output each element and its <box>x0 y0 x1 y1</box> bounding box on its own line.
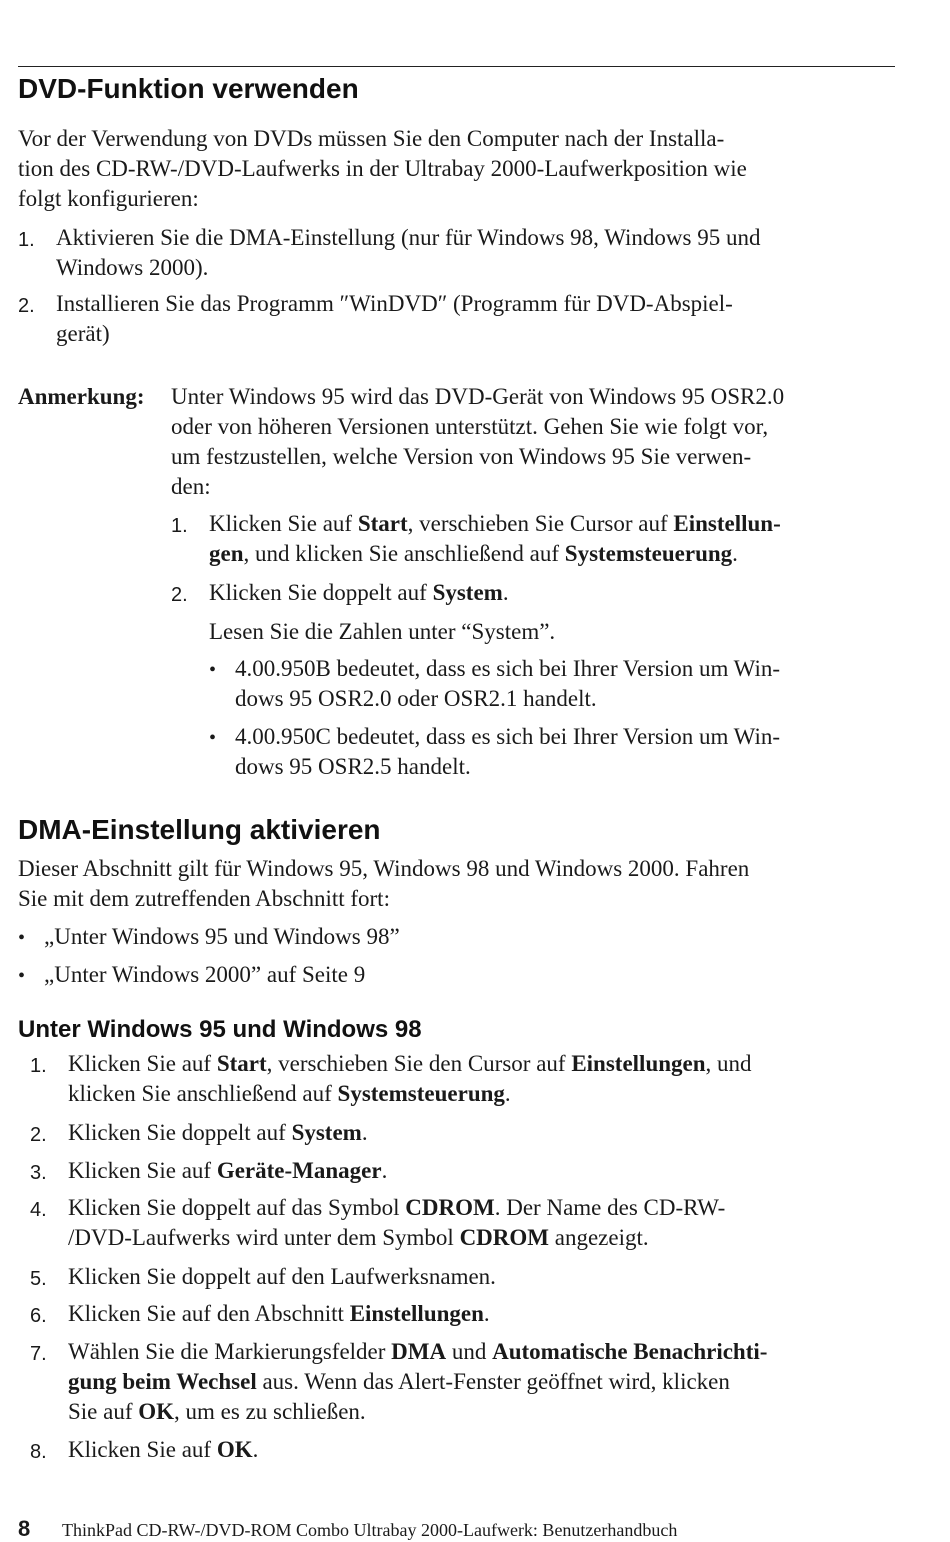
text: , und <box>705 1051 752 1076</box>
ui-term: Start <box>216 1051 267 1076</box>
text: . <box>504 1081 511 1106</box>
text: Klicken Sie doppelt auf das Symbol <box>68 1195 406 1220</box>
text: Klicken Sie auf <box>68 1051 217 1076</box>
ui-term: DMA <box>391 1339 447 1364</box>
ui-term: gen <box>209 541 244 566</box>
text: . <box>252 1437 259 1462</box>
ui-term: Start <box>357 511 408 536</box>
text: angezeigt. <box>549 1225 649 1250</box>
ui-term: Einstellungen <box>571 1051 706 1076</box>
intro-line: folgt konfigurieren: <box>18 186 199 211</box>
step-text: Aktivieren Sie die DMA-Einstellung (nur für Windows 98, Windows 95 und <box>56 225 761 250</box>
section-title-dvd: DVD-Funktion verwenden <box>18 73 359 104</box>
intro-line: Vor der Verwendung von DVDs müssen Sie den Computer nach der Installa- <box>18 126 725 151</box>
ui-term: Systemsteuerung <box>337 1081 505 1106</box>
section-title-dma: DMA-Einstellung aktivieren <box>18 814 381 845</box>
note-line: um festzustellen, welche Version von Windows 95 Sie verwen- <box>171 444 752 469</box>
step-number: 6. <box>30 1305 47 1327</box>
text: , verschieben Sie Cursor auf <box>407 511 674 536</box>
ui-term: OK <box>138 1399 175 1424</box>
footer-title: ThinkPad CD-RW-/DVD-ROM Combo Ultrabay 2000-Laufwerk: Benutzerhandbuch <box>62 1520 678 1540</box>
step-number: 1. <box>171 515 188 537</box>
section2-intro <box>18 854 749 914</box>
ui-term: Einstellun- <box>673 511 781 536</box>
text: . <box>732 541 738 566</box>
text: . <box>361 1120 368 1145</box>
top-rule <box>18 66 895 67</box>
note-line: oder von höheren Versionen unterstützt. Gehen Sie wie folgt vor, <box>171 414 769 439</box>
note-line: Unter Windows 95 wird das DVD-Gerät von Windows 95 OSR2.0 <box>171 384 785 409</box>
text: . <box>502 580 509 605</box>
bullet-icon: • <box>209 727 217 749</box>
step-number: 1. <box>30 1055 47 1077</box>
step-number: 1. <box>18 229 35 251</box>
text: klicken Sie anschließend auf <box>68 1081 338 1106</box>
intro-line: Dieser Abschnitt gilt für Windows 95, Windows 98 und Windows 2000. Fahren <box>18 856 750 881</box>
bullet-text: 4.00.950B bedeutet, dass es sich bei Ihrer Version um Win- <box>235 656 781 681</box>
ui-term: OK <box>216 1437 253 1462</box>
note-body <box>171 382 784 502</box>
step-text: Installieren Sie das Programm ″WinDVD″ (Programm für DVD-Abspiel- <box>56 291 733 316</box>
text: Klicken Sie auf den Abschnitt <box>68 1301 350 1326</box>
text: . <box>483 1301 490 1326</box>
text: aus. Wenn das Alert-Fenster geöffnet wird, klicken <box>256 1369 730 1394</box>
ui-term: Einstellungen <box>349 1301 484 1326</box>
text: Klicken Sie auf <box>68 1437 217 1462</box>
step-text: gerät) <box>56 321 110 346</box>
ui-term: gung beim Wechsel <box>68 1369 257 1394</box>
bullet-icon: • <box>209 659 217 681</box>
bullet-icon: • <box>18 927 26 949</box>
note-line: den: <box>171 474 211 499</box>
text: Klicken Sie auf <box>209 511 358 536</box>
text: Klicken Sie doppelt auf <box>68 1120 292 1145</box>
step-number: 7. <box>30 1343 47 1365</box>
step-number: 5. <box>30 1268 47 1290</box>
text: Klicken Sie doppelt auf <box>209 580 433 605</box>
text: /DVD-Laufwerks wird unter dem Symbol <box>68 1225 460 1250</box>
step-sub-text: Lesen Sie die Zahlen unter “System”. <box>209 619 556 644</box>
bullet-text: dows 95 OSR2.5 handelt. <box>235 754 471 779</box>
step-number: 8. <box>30 1441 47 1463</box>
text: , und klicken Sie anschließend auf <box>243 541 565 566</box>
ui-term: CDROM <box>405 1195 495 1220</box>
step-text: Windows 2000). <box>56 255 209 280</box>
step-number: 2. <box>18 295 35 317</box>
page-number: 8 <box>18 1516 31 1541</box>
section1-intro <box>18 124 747 214</box>
ui-term: Automatische Benachrichti- <box>492 1339 768 1364</box>
cross-reference-link[interactable]: „Unter Windows 2000” auf Seite 9 <box>44 962 366 987</box>
text: , verschieben Sie den Cursor auf <box>266 1051 572 1076</box>
ui-term: Geräte-Manager <box>216 1158 382 1183</box>
ui-term: System <box>432 580 503 605</box>
bullet-text: 4.00.950C bedeutet, dass es sich bei Ihrer Version um Win- <box>235 724 781 749</box>
text: Sie auf <box>68 1399 139 1424</box>
ui-term: Systemsteuerung <box>564 541 733 566</box>
text: und <box>446 1339 493 1364</box>
text: Wählen Sie die Markierungsfelder <box>68 1339 392 1364</box>
bullet-text: dows 95 OSR2.0 oder OSR2.1 handelt. <box>235 686 597 711</box>
intro-line: Sie mit dem zutreffenden Abschnitt fort: <box>18 886 390 911</box>
bullet-icon: • <box>18 965 26 987</box>
ui-term: System <box>291 1120 362 1145</box>
ui-term: CDROM <box>459 1225 549 1250</box>
intro-line: tion des CD-RW-/DVD-Laufwerks in der Ultrabay 2000-Laufwerkposition wie <box>18 156 747 181</box>
text: . <box>381 1158 388 1183</box>
step-number: 2. <box>30 1124 47 1146</box>
cross-reference-link[interactable]: „Unter Windows 95 und Windows 98” <box>44 924 400 949</box>
step-number: 3. <box>30 1162 47 1184</box>
section-title-win95-98: Unter Windows 95 und Windows 98 <box>18 1016 422 1043</box>
text: Klicken Sie doppelt auf den Laufwerksnamen. <box>68 1264 496 1289</box>
step-number: 4. <box>30 1199 47 1221</box>
note-label: Anmerkung: <box>18 384 145 409</box>
text: . Der Name des CD-RW- <box>494 1195 726 1220</box>
text: Klicken Sie auf <box>68 1158 217 1183</box>
text: , um es zu schließen. <box>174 1399 366 1424</box>
step-number: 2. <box>171 584 188 606</box>
